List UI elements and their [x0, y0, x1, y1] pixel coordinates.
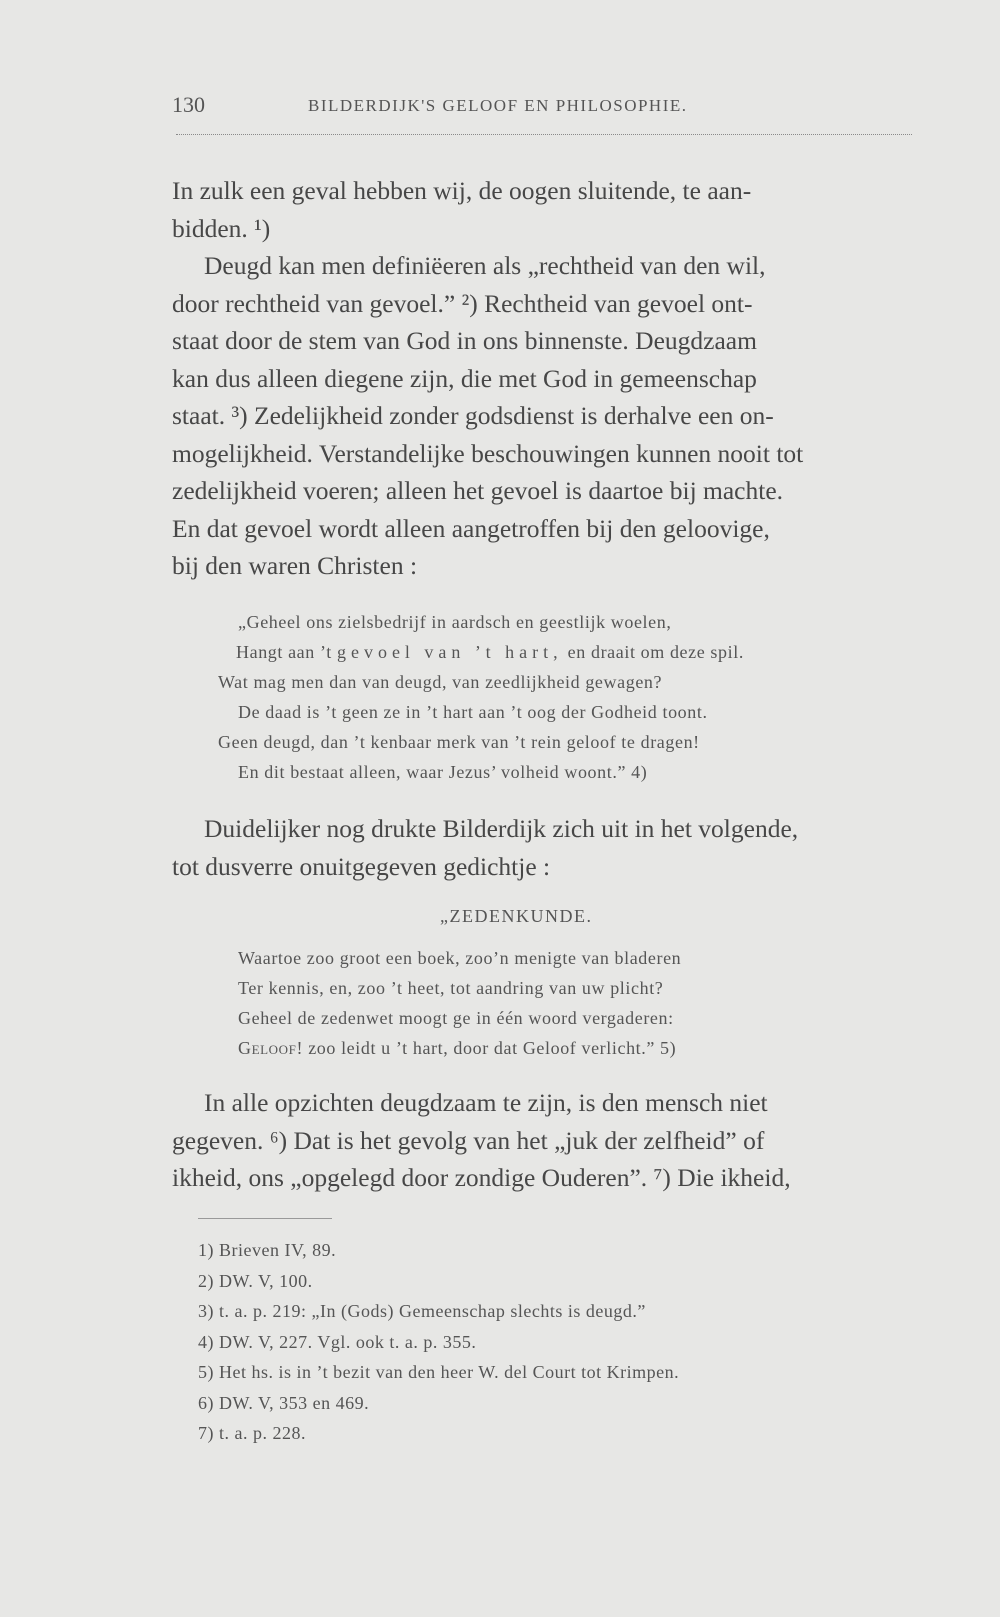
text-line: bidden. ¹): [172, 213, 271, 243]
poem-line: De daad is ’t geen ze in ’t hart aan ’t oog der Godheid toont.: [238, 702, 708, 722]
poem-line: [238, 1033, 938, 1063]
text-line: bij den waren Christen :: [172, 551, 418, 580]
text-line: gegeven. ⁶) Dat is het gevolg van het „juk der zelfheid” of: [172, 1125, 765, 1155]
text-line: door rechtheid van gevoel.” ²) Rechtheid van gevoel ont-: [172, 288, 753, 318]
text-line: Duidelijker nog drukte Bilderdijk zich uit in het volgende,: [204, 814, 799, 843]
paragraph-1: [172, 172, 917, 585]
poem-line: Geheel de zedenwet moogt ge in één woord vergaderen:: [238, 1008, 674, 1028]
text-line: tot dusverre onuitgegeven gedichtje :: [172, 851, 551, 881]
text-line: Deugd kan men definiëeren als „rechtheid van den wil,: [204, 251, 766, 280]
poem-zedenkunde: [238, 943, 938, 1063]
header-rule: [176, 134, 912, 139]
text-line: In zulk een geval hebben wij, de oogen sluitende, te aan-: [172, 176, 752, 205]
footnote: 1) Brieven IV, 89.: [198, 1240, 337, 1260]
text-line: staat. ³) Zedelijkheid zonder godsdienst is derhalve een on-: [172, 401, 774, 430]
poem-line: [218, 637, 918, 667]
poem-line: Ter kennis, en, zoo ’t heet, tot aandring van uw plicht?: [238, 978, 664, 998]
footnote: 2) DW. V, 100.: [198, 1270, 313, 1291]
text-line: mogelijkheid. Verstandelijke beschouwingen kunnen nooit tot: [172, 438, 804, 468]
footnote-rule: [198, 1218, 332, 1219]
page-number: 130: [172, 92, 205, 117]
text-line: In alle opzichten deugdzaam te zijn, is den mensch niet: [204, 1088, 768, 1117]
text-line: En dat gevoel wordt alleen aangetroffen bij den geloovige,: [172, 513, 770, 543]
poem-title: „ZEDENKUNDE.: [440, 906, 593, 926]
footnote: 4) DW. V, 227. Vgl. ook t. a. p. 355.: [198, 1331, 477, 1352]
page-header: [172, 92, 912, 118]
poem-line-part: Hangt aan ’t: [236, 642, 337, 662]
poem-line-part: en draait om deze spil.: [562, 642, 744, 662]
footnotes: [198, 1235, 898, 1449]
poem-line: Wat mag men dan van deugd, van zeedlijkheid gewagen?: [218, 672, 663, 692]
poem-line: Waartoe zoo groot een boek, zoo’n menigte van bladeren: [238, 948, 682, 968]
text-line: kan dus alleen diegene zijn, die met God in gemeenschap: [172, 363, 757, 393]
poem-line: En dit bestaat alleen, waar Jezus’ volheid woont.” 4): [238, 762, 648, 782]
footnote: 5) Het hs. is in ’t bezit van den heer W. del Court tot Krimpen.: [198, 1362, 680, 1382]
poem-line-part: ! zoo leidt u ’t hart, door dat Geloof verlicht.” 5): [296, 1038, 677, 1058]
poem-line: Geen deugd, dan ’t kenbaar merk van ’t rein geloof te dragen!: [218, 732, 700, 752]
footnote: 6) DW. V, 353 en 469.: [198, 1392, 370, 1413]
text-line: zedelijkheid voeren; alleen het gevoel is daartoe bij machte.: [172, 476, 784, 505]
poem-line-smallcaps: Geloof: [238, 1038, 297, 1058]
footnote: 7) t. a. p. 228.: [198, 1423, 306, 1443]
paragraph-2: [172, 810, 917, 885]
running-title: BILDERDIJK'S GELOOF EN PHILOSOPHIE.: [308, 96, 688, 115]
footnote: 3) t. a. p. 219: „In (Gods) Gemeenschap slechts is deugd.”: [198, 1301, 646, 1321]
text-line: ikheid, ons „opgelegd door zondige Ouderen”. ⁷) Die ikheid,: [172, 1163, 791, 1192]
poem-line-emphasis: gevoel van ’t hart,: [336, 642, 563, 662]
paragraph-3: [172, 1084, 917, 1197]
text-line: staat door de stem van God in ons binnenste. Deugdzaam: [172, 326, 757, 355]
poem-quote: [218, 607, 918, 787]
poem-line: „Geheel ons zielsbedrijf in aardsch en geestlijk woelen,: [238, 612, 672, 632]
